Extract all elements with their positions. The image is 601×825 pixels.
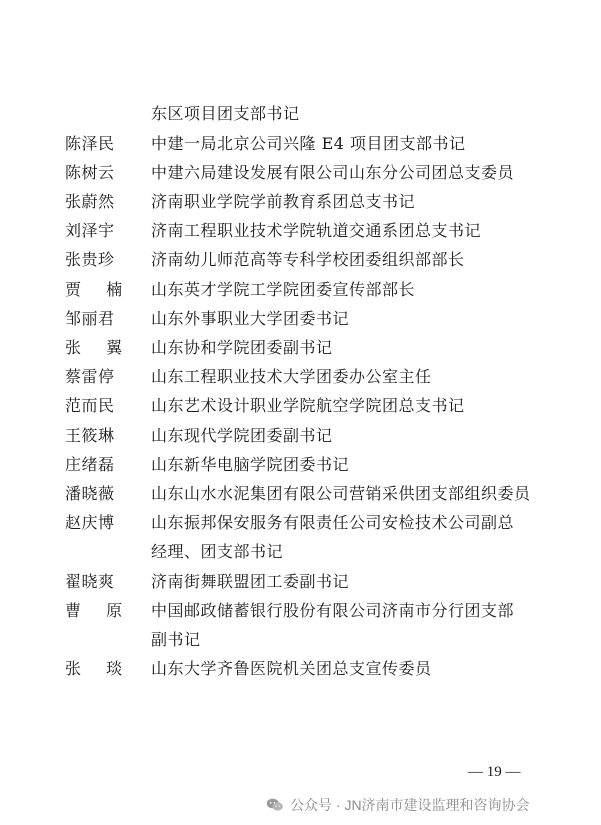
entry-name: 蔡雷停 [65,367,115,386]
entry-continuation-text: 东区项目团支部书记 [151,104,300,123]
entry-title: 济南职业学院学前教育系团总支书记 [151,192,416,211]
entry-title: 山东工程职业技术大学团委办公室主任 [151,367,432,386]
entry-name: 范而民 [65,396,115,415]
entry-title: 济南街舞联盟团工委副书记 [151,572,350,591]
entry-title: 山东艺术设计职业学院航空学院团总支书记 [151,396,465,415]
entry-name: 贾 楠 [65,280,133,299]
entry-title: 山东山水水泥集团有限公司营销采供团支部组织委员 [151,484,531,503]
entry-title: 中建一局北京公司兴隆 E4 项目团支部书记 [151,134,466,153]
entry-name: 王筱琳 [65,426,115,445]
entry-title-continued: 经理、团支部书记 [151,542,284,561]
entry-title-continued: 副书记 [151,630,201,649]
wechat-icon [266,796,284,814]
watermark-text: 公众号 · JN济南市建设监理和咨询协会 [290,797,530,813]
page-number: — 19 — [468,764,521,780]
entry-name: 张蔚然 [65,192,115,211]
entry-name: 陈泽民 [65,134,115,153]
entry-name: 邹丽君 [65,309,115,328]
entry-name: 庄绪磊 [65,455,115,474]
entry-title: 山东新华电脑学院团委书记 [151,455,350,474]
entry-name: 翟晓爽 [65,572,115,591]
entry-title: 济南幼儿师范高等专科学校团委组织部部长 [151,250,465,269]
entry-title: 山东协和学院团委副书记 [151,338,333,357]
entry-title: 山东外事职业大学团委书记 [151,309,350,328]
entry-name: 陈树云 [65,163,115,182]
entry-title: 山东现代学院团委副书记 [151,426,333,445]
entry-title: 济南工程职业技术学院轨道交通系团总支书记 [151,221,482,240]
entry-name: 刘泽宇 [65,221,115,240]
entry-name: 张贵珍 [65,250,115,269]
entry-title: 山东振邦保安服务有限责任公司安检技术公司副总 [151,513,515,532]
entry-name: 张 琰 [65,659,133,678]
entry-name: 张 翼 [65,338,133,357]
entry-name: 潘晓薇 [65,484,115,503]
entry-title: 中建六局建设发展有限公司山东分公司团总支委员 [151,163,515,182]
entry-name: 曹 原 [65,601,133,620]
entry-title: 中国邮政储蓄银行股份有限公司济南市分行团支部 [151,601,515,620]
entry-name: 赵庆博 [65,513,115,532]
watermark [266,794,530,816]
entry-title: 山东大学齐鲁医院机关团总支宣传委员 [151,659,432,678]
entry-title: 山东英才学院工学院团委宣传部部长 [151,280,416,299]
